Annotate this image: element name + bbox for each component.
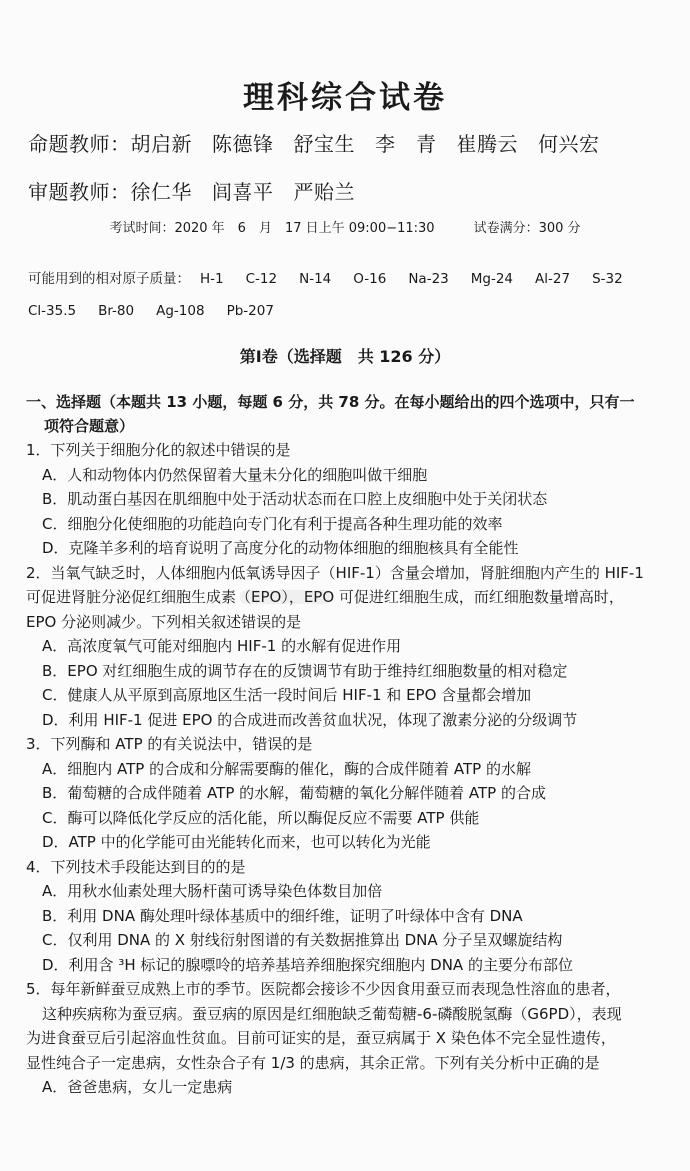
atomic-mass-row (28, 263, 668, 295)
teacher-name: 陈德锋 (212, 132, 274, 156)
atomic-mass-item: Pb-207 (226, 303, 274, 319)
question-stem: 1．下列关于细胞分化的叙述中错误的是 (26, 441, 291, 459)
scan-smudge (240, 590, 330, 604)
instructions-line: 项符合题意） (44, 417, 135, 435)
atomic-mass-label: 可能用到的相对原子质量： (28, 271, 190, 287)
teacher-name: 胡启新 (130, 132, 192, 156)
exam-info: 考试时间：2020 年 6 月 17 日上午 09:00−11:30 试卷满分：300 分 (109, 221, 581, 236)
option-c: C．健康人从平原到高原地区生活一段时间后 HIF-1 和 EPO 含量都会增加 (42, 686, 532, 704)
atomic-mass-item: Ag-108 (156, 303, 205, 319)
atomic-mass-item: C-12 (245, 271, 278, 287)
question-stem: 2．当氧气缺乏时，人体细胞内低氧诱导因子（HIF-1）含量会增加，肾脏细胞内产生的 HIF-1 (26, 563, 644, 582)
option-b: B．葡萄糖的合成伴随着 ATP 的水解，葡萄糖的氧化分解伴随着 ATP 的合成 (42, 784, 546, 802)
question-2 (26, 561, 676, 733)
option-d: D．克隆羊多利的培育说明了高度分化的动物体细胞的细胞核具有全能性 (42, 539, 519, 557)
atomic-mass-item: O-16 (353, 271, 387, 287)
instructions-line: 一、选择题（本题共 13 小题，每题 6 分，共 78 分。在每小题给出的四个选项中，只有一 (26, 393, 635, 411)
atomic-mass-item: Mg-24 (470, 271, 514, 287)
teacher-name: 李 青 (375, 132, 437, 156)
question-stem-line: EPO 分泌则减少。下列相关叙述错误的是 (26, 612, 302, 631)
atomic-mass-item: Al-27 (535, 271, 571, 287)
teacher-name: 崔腾云 (456, 132, 518, 156)
atomic-mass-item: Br-80 (98, 303, 135, 319)
atomic-mass-item: Na-23 (408, 271, 449, 287)
option-d: D．利用 HIF-1 促进 EPO 的合成进而改善贫血状况，体现了激素分泌的分级调节 (42, 710, 578, 729)
option-b: B．EPO 对红细胞生成的调节存在的反馈调节有助于维持红细胞数量的相对稳定 (42, 661, 568, 680)
teacher-name: 闾喜平 (212, 180, 274, 204)
option-a: A．细胞内 ATP 的合成和分解需要酶的催化，酶的合成伴随着 ATP 的水解 (42, 759, 531, 778)
atomic-mass-item: H-1 (200, 271, 224, 287)
teacher-name: 何兴宏 (538, 132, 600, 156)
atomic-mass-row (28, 295, 668, 327)
question-stem: 3．下列酶和 ATP 的有关说法中，错误的是 (26, 735, 313, 753)
question-stem: 4．下列技术手段能达到目的的是 (26, 857, 246, 876)
option-a: A．高浓度氧气可能对细胞内 HIF-1 的水解有促进作用 (42, 637, 402, 655)
question-stem-line: 为进食蚕豆后引起溶血性贫血。目前可证实的是，蚕豆病属于 X 染色体不完全显性遗传， (26, 1029, 616, 1047)
teacher-name: 舒宝生 (293, 132, 355, 156)
option-a: A．用秋水仙素处理大肠杆菌可诱导染色体数目加倍 (42, 882, 383, 900)
option-b: B．肌动蛋白基因在肌细胞中处于活动状态而在口腔上皮细胞中处于关闭状态 (42, 490, 548, 508)
question-4 (26, 855, 676, 978)
reviewer-teachers (28, 176, 375, 205)
atomic-mass-item: S-32 (592, 271, 623, 287)
section-title: 第Ⅰ卷（选择题 共 126 分） (239, 347, 451, 366)
teacher-name: 严贻兰 (293, 180, 355, 204)
proposer-teachers (28, 128, 620, 157)
question-list (26, 438, 676, 1100)
question-stem-line: 可促进肾脏分泌促红细胞生成素（EPO），EPO 可促进红细胞生成，而红细胞数量增高时， (26, 588, 624, 606)
option-c: C．仅利用 DNA 的 X 射线衍射图谱的有关数据推算出 DNA 分子呈双螺旋结构 (42, 931, 563, 949)
exam-title: 理科综合试卷 (243, 80, 447, 116)
question-1 (26, 438, 676, 561)
option-a: A．爸爸患病，女儿一定患病 (42, 1078, 233, 1096)
question-stem: 5．每年新鲜蚕豆成熟上市的季节。医院都会接诊不少因食用蚕豆而表现急性溶血的患者， (26, 980, 621, 998)
question-3 (26, 732, 676, 855)
proposer-label: 命题教师： (28, 132, 131, 156)
atomic-mass-item: N-14 (299, 271, 332, 287)
option-c: C．细胞分化使细胞的功能趋向专门化有利于提高各种生理功能的效率 (42, 514, 503, 533)
question-stem-line: 显性纯合子一定患病，女性杂合子有 1/3 的患病，其余正常。下列有关分析中正确的是 (26, 1053, 600, 1072)
option-d: D．ATP 中的化学能可由光能转化而来，也可以转化为光能 (42, 833, 431, 851)
option-b: B．利用 DNA 酶处理叶绿体基质中的细纤维，证明了叶绿体中含有 DNA (42, 906, 523, 925)
option-d: D．利用含 ³H 标记的腺嘌呤的培养基培养细胞探究细胞内 DNA 的主要分布部位 (42, 955, 573, 974)
teacher-name: 徐仁华 (130, 180, 192, 204)
question-stem-line: 这种疾病称为蚕豆病。蚕豆病的原因是红细胞缺乏葡萄糖-6-磷酸脱氢酶（G6PD），表现 (42, 1004, 622, 1023)
question-5 (26, 977, 676, 1100)
atomic-mass-item: Cl-35.5 (28, 303, 77, 319)
option-c: C．酶可以降低化学反应的活化能，所以酶促反应不需要 ATP 供能 (42, 808, 480, 827)
option-a: A．人和动物体内仍然保留着大量未分化的细胞叫做干细胞 (42, 465, 428, 484)
reviewer-label: 审题教师： (28, 180, 131, 204)
section-instructions (26, 390, 676, 438)
